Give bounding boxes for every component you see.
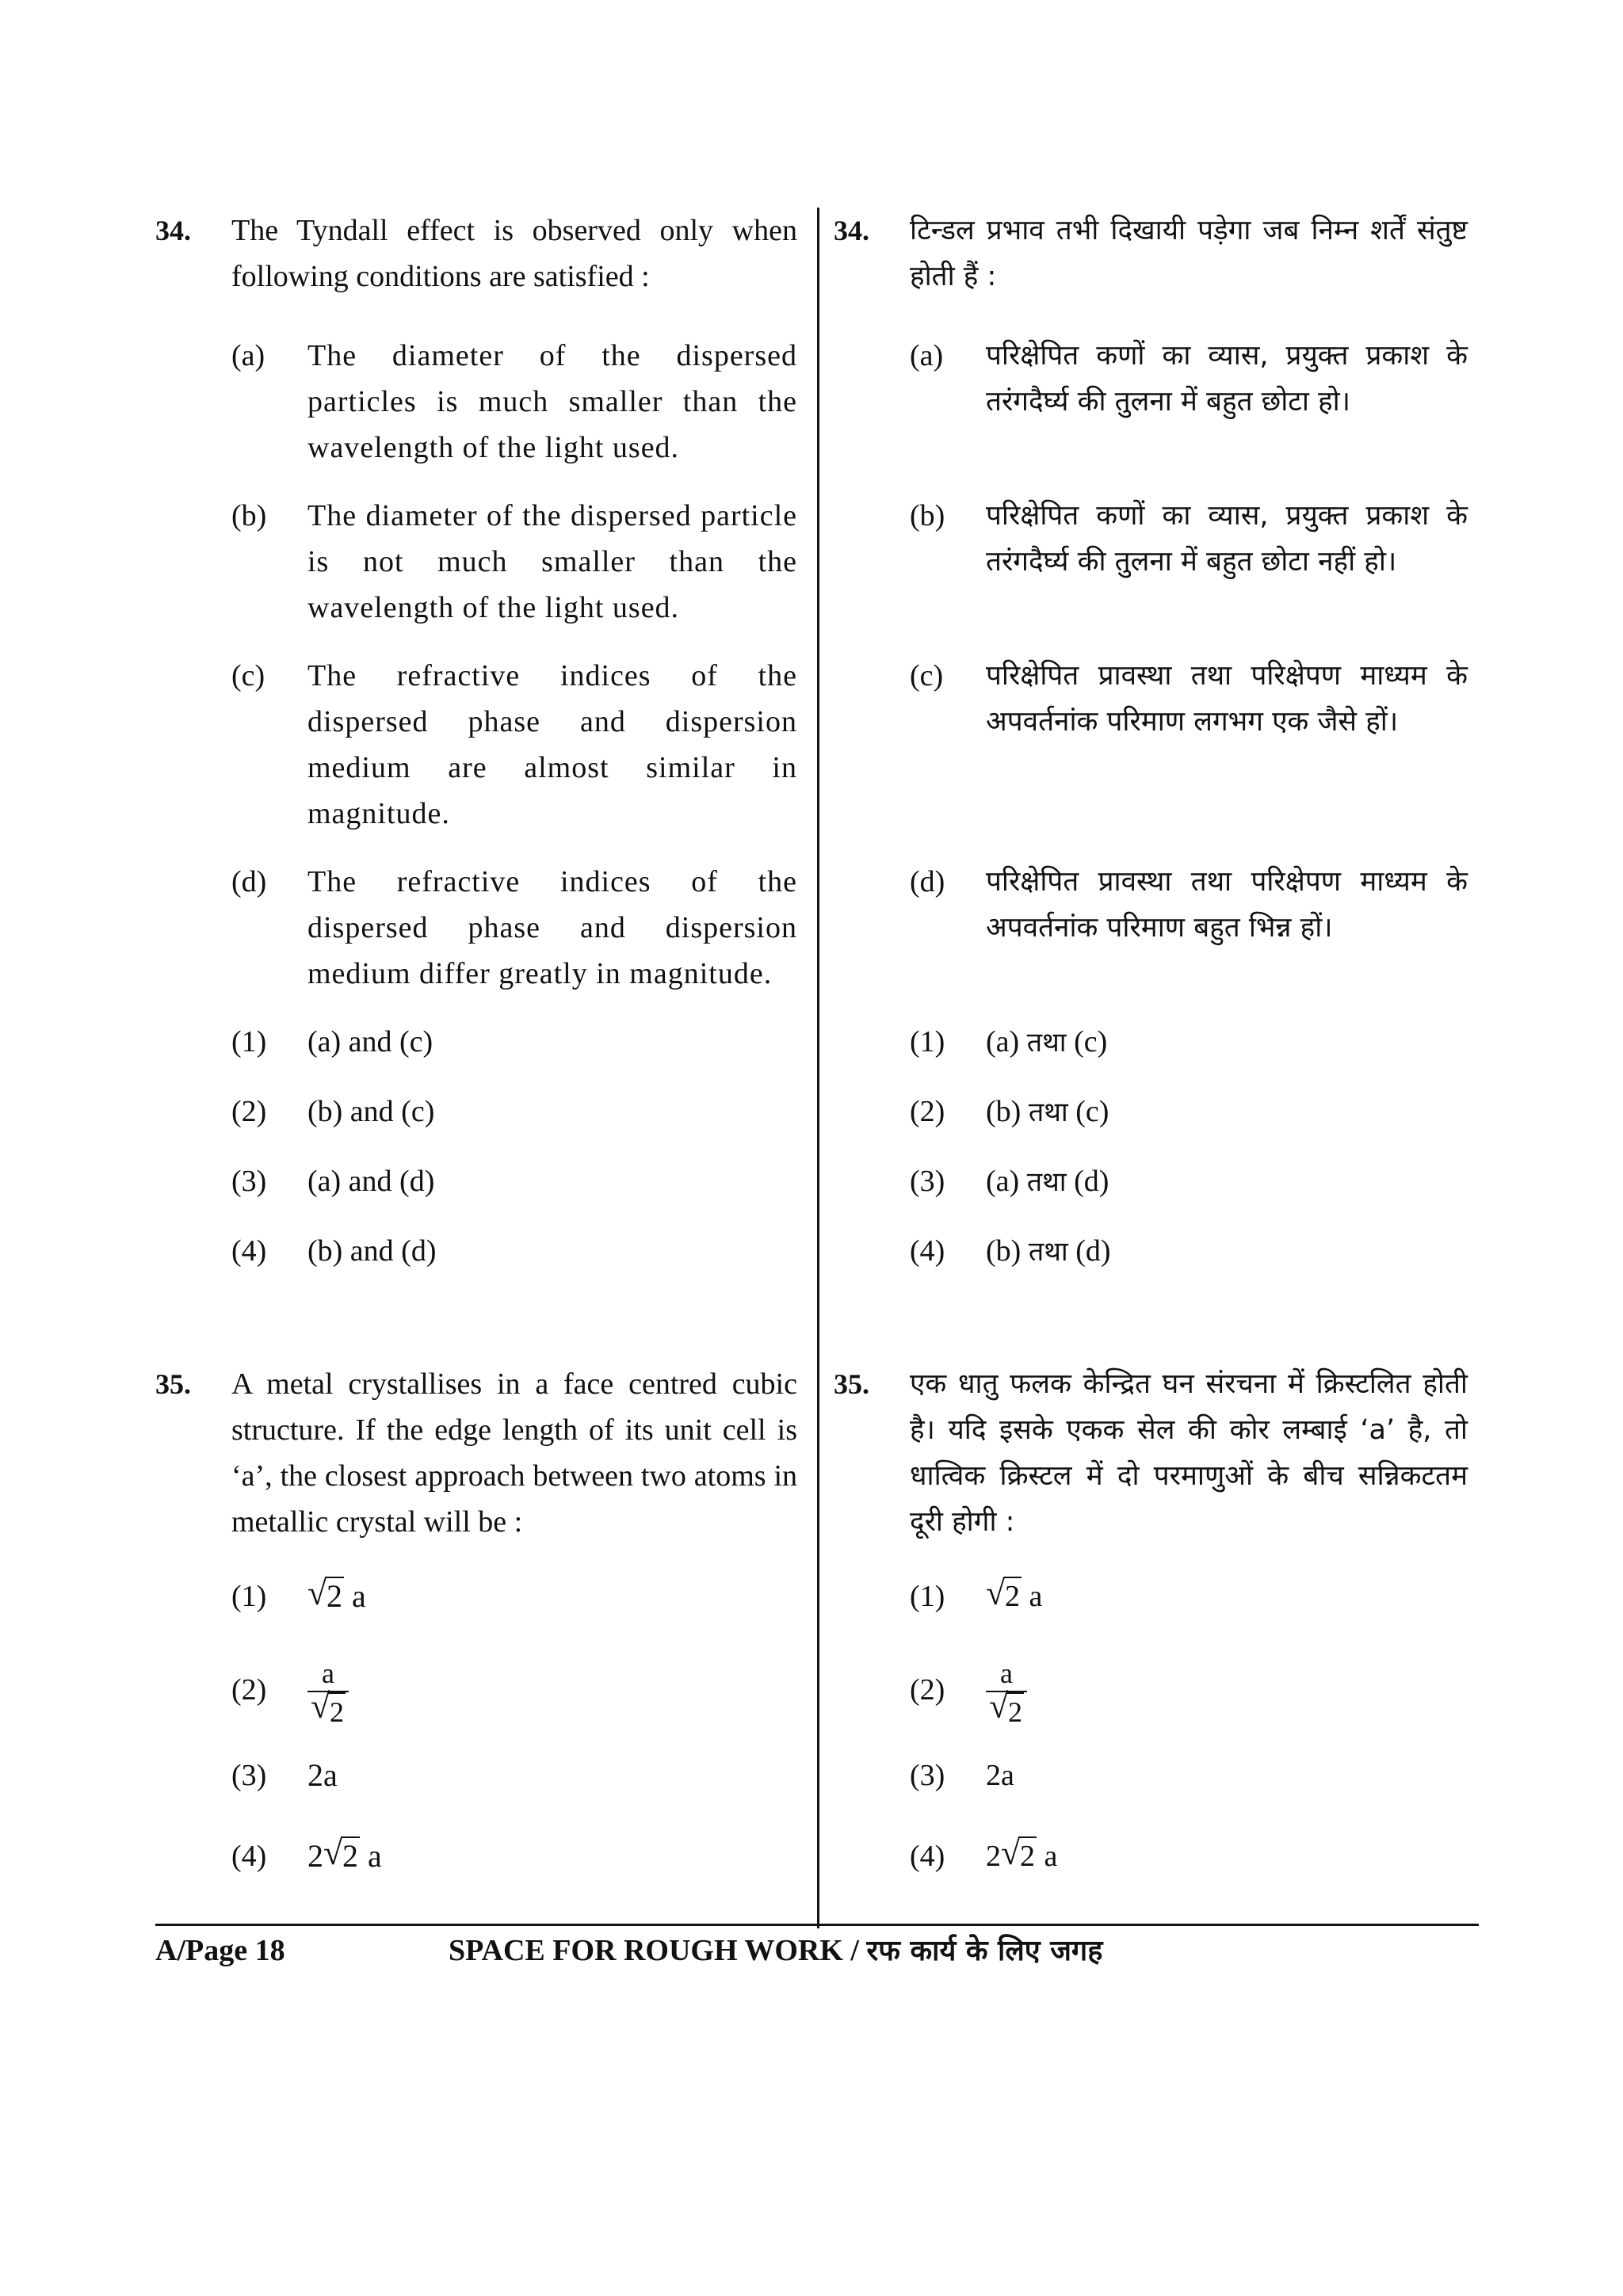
- statement-label: (b): [910, 499, 945, 532]
- option-label: (3): [231, 1165, 267, 1198]
- question-number: 34.: [834, 215, 869, 246]
- statement-text: परिक्षेपित कणों का व्यास, प्रयुक्त प्रकाश के तरंगदैर्घ्य की तुलना में बहुत छोटा नहीं हो।: [986, 500, 1468, 578]
- rough-work-label: SPACE FOR ROUGH WORK / रफ कार्य के लिए जगह: [449, 1934, 1103, 1967]
- option-label: (4): [910, 1840, 945, 1873]
- square-root: √ 2: [1001, 1833, 1035, 1873]
- statement-label: (a): [910, 339, 944, 372]
- question-number: 35.: [155, 1368, 191, 1400]
- option-text: 2a: [307, 1757, 338, 1793]
- option-text: 2a: [986, 1759, 1014, 1792]
- option-math: [986, 1656, 1468, 1730]
- statement-label: (a): [231, 339, 265, 372]
- option-text: (b) तथा (d): [986, 1234, 1111, 1268]
- page-number: A/Page 18: [155, 1934, 285, 1967]
- option-label: (3): [910, 1759, 945, 1792]
- statement-label: (d): [910, 865, 945, 898]
- numerator: a: [322, 1657, 334, 1689]
- statement-label: (c): [910, 659, 944, 692]
- option-text: (a) and (c): [307, 1025, 433, 1058]
- option-math: [986, 1573, 1468, 1619]
- numerator: a: [1000, 1657, 1013, 1689]
- option-label: (3): [231, 1759, 267, 1792]
- option-text: (b) and (c): [307, 1095, 435, 1128]
- statement-text: परिक्षेपित कणों का व्यास, प्रयुक्त प्रकाश के तरंगदैर्घ्य की तुलना में बहुत छोटा हो।: [986, 340, 1468, 418]
- option-text: (b) तथा (c): [986, 1095, 1109, 1128]
- column-divider: [817, 208, 819, 1928]
- coefficient: 2: [986, 1840, 1001, 1873]
- statement-label: (c): [231, 659, 265, 692]
- option-label: (4): [231, 1234, 267, 1268]
- option-label: (2): [231, 1673, 267, 1707]
- option-math: [307, 1656, 797, 1730]
- square-root: √ 2: [307, 1573, 342, 1614]
- question-text: A metal crystallises in a face centred cubic structure. If the edge length of its unit cell is ‘a’, the closest approach between two atoms in metallic crystal will be :: [231, 1367, 797, 1539]
- fraction: [986, 1656, 1027, 1730]
- variable: a: [368, 1838, 382, 1874]
- option-label: (3): [910, 1165, 945, 1198]
- option-label: (1): [231, 1025, 267, 1058]
- statement-text: The refractive indices of the dispersed phase and dispersion medium are almost similar in magnitude.: [307, 659, 797, 830]
- option-label: (1): [910, 1580, 945, 1613]
- variable: a: [1029, 1580, 1043, 1613]
- square-root: √ 2: [323, 1833, 358, 1874]
- fraction: [307, 1656, 349, 1730]
- option-label: (1): [231, 1580, 267, 1613]
- statement-label: (b): [231, 499, 267, 532]
- option-text: (a) तथा (d): [986, 1165, 1109, 1198]
- option-text: (a) and (d): [307, 1165, 435, 1198]
- question-text: टिन्डल प्रभाव तभी दिखायी पड़ेगा जब निम्न शर्तें संतुष्ट होती हैं :: [910, 215, 1468, 292]
- denominator: √ 2: [986, 1691, 1027, 1730]
- variable: a: [1044, 1840, 1058, 1873]
- coefficient: 2: [307, 1838, 323, 1874]
- footer-rule: [155, 1924, 1479, 1926]
- square-root: √ 2: [986, 1573, 1020, 1613]
- option-math: [307, 1833, 797, 1879]
- variable: a: [352, 1578, 366, 1614]
- option-label: (2): [910, 1673, 945, 1707]
- question-number: 35.: [834, 1368, 869, 1400]
- option-math: [986, 1833, 1468, 1879]
- question-text: The Tyndall effect is observed only when following conditions are satisfied :: [231, 214, 797, 293]
- question-text: एक धातु फलक केन्द्रित घन संरचना में क्रिस्टलित होती है। यदि इसके एकक सेल की कोर लम्बाई ‘a’ है, तो धात्विक क्रिस्टल में दो परमाणुओं के बीच सन्निकटतम दूरी होगी :: [910, 1368, 1468, 1538]
- denominator: √ 2: [307, 1691, 349, 1730]
- question-number: 34.: [155, 215, 191, 246]
- option-label: (4): [910, 1234, 945, 1268]
- statement-text: परिक्षेपित प्रावस्था तथा परिक्षेपण माध्यम के अपवर्तनांक परिमाण लगभग एक जैसे हों।: [986, 660, 1468, 738]
- option-text: (b) and (d): [307, 1234, 437, 1268]
- option-label: (2): [231, 1095, 267, 1128]
- statement-text: The refractive indices of the dispersed phase and dispersion medium differ greatly in magnitude.: [307, 865, 797, 990]
- statement-text: The diameter of the dispersed particle is not much smaller than the wavelength of the light used.: [307, 499, 797, 624]
- option-label: (1): [910, 1025, 945, 1058]
- statement-label: (d): [231, 865, 267, 898]
- statement-text: परिक्षेपित प्रावस्था तथा परिक्षेपण माध्यम के अपवर्तनांक परिमाण बहुत भिन्न हों।: [986, 866, 1468, 944]
- option-text: (a) तथा (c): [986, 1025, 1108, 1058]
- option-math: [307, 1573, 797, 1619]
- option-label: (4): [231, 1840, 267, 1873]
- option-label: (2): [910, 1095, 945, 1128]
- statement-text: The diameter of the dispersed particles is much smaller than the wavelength of the light used.: [307, 339, 797, 464]
